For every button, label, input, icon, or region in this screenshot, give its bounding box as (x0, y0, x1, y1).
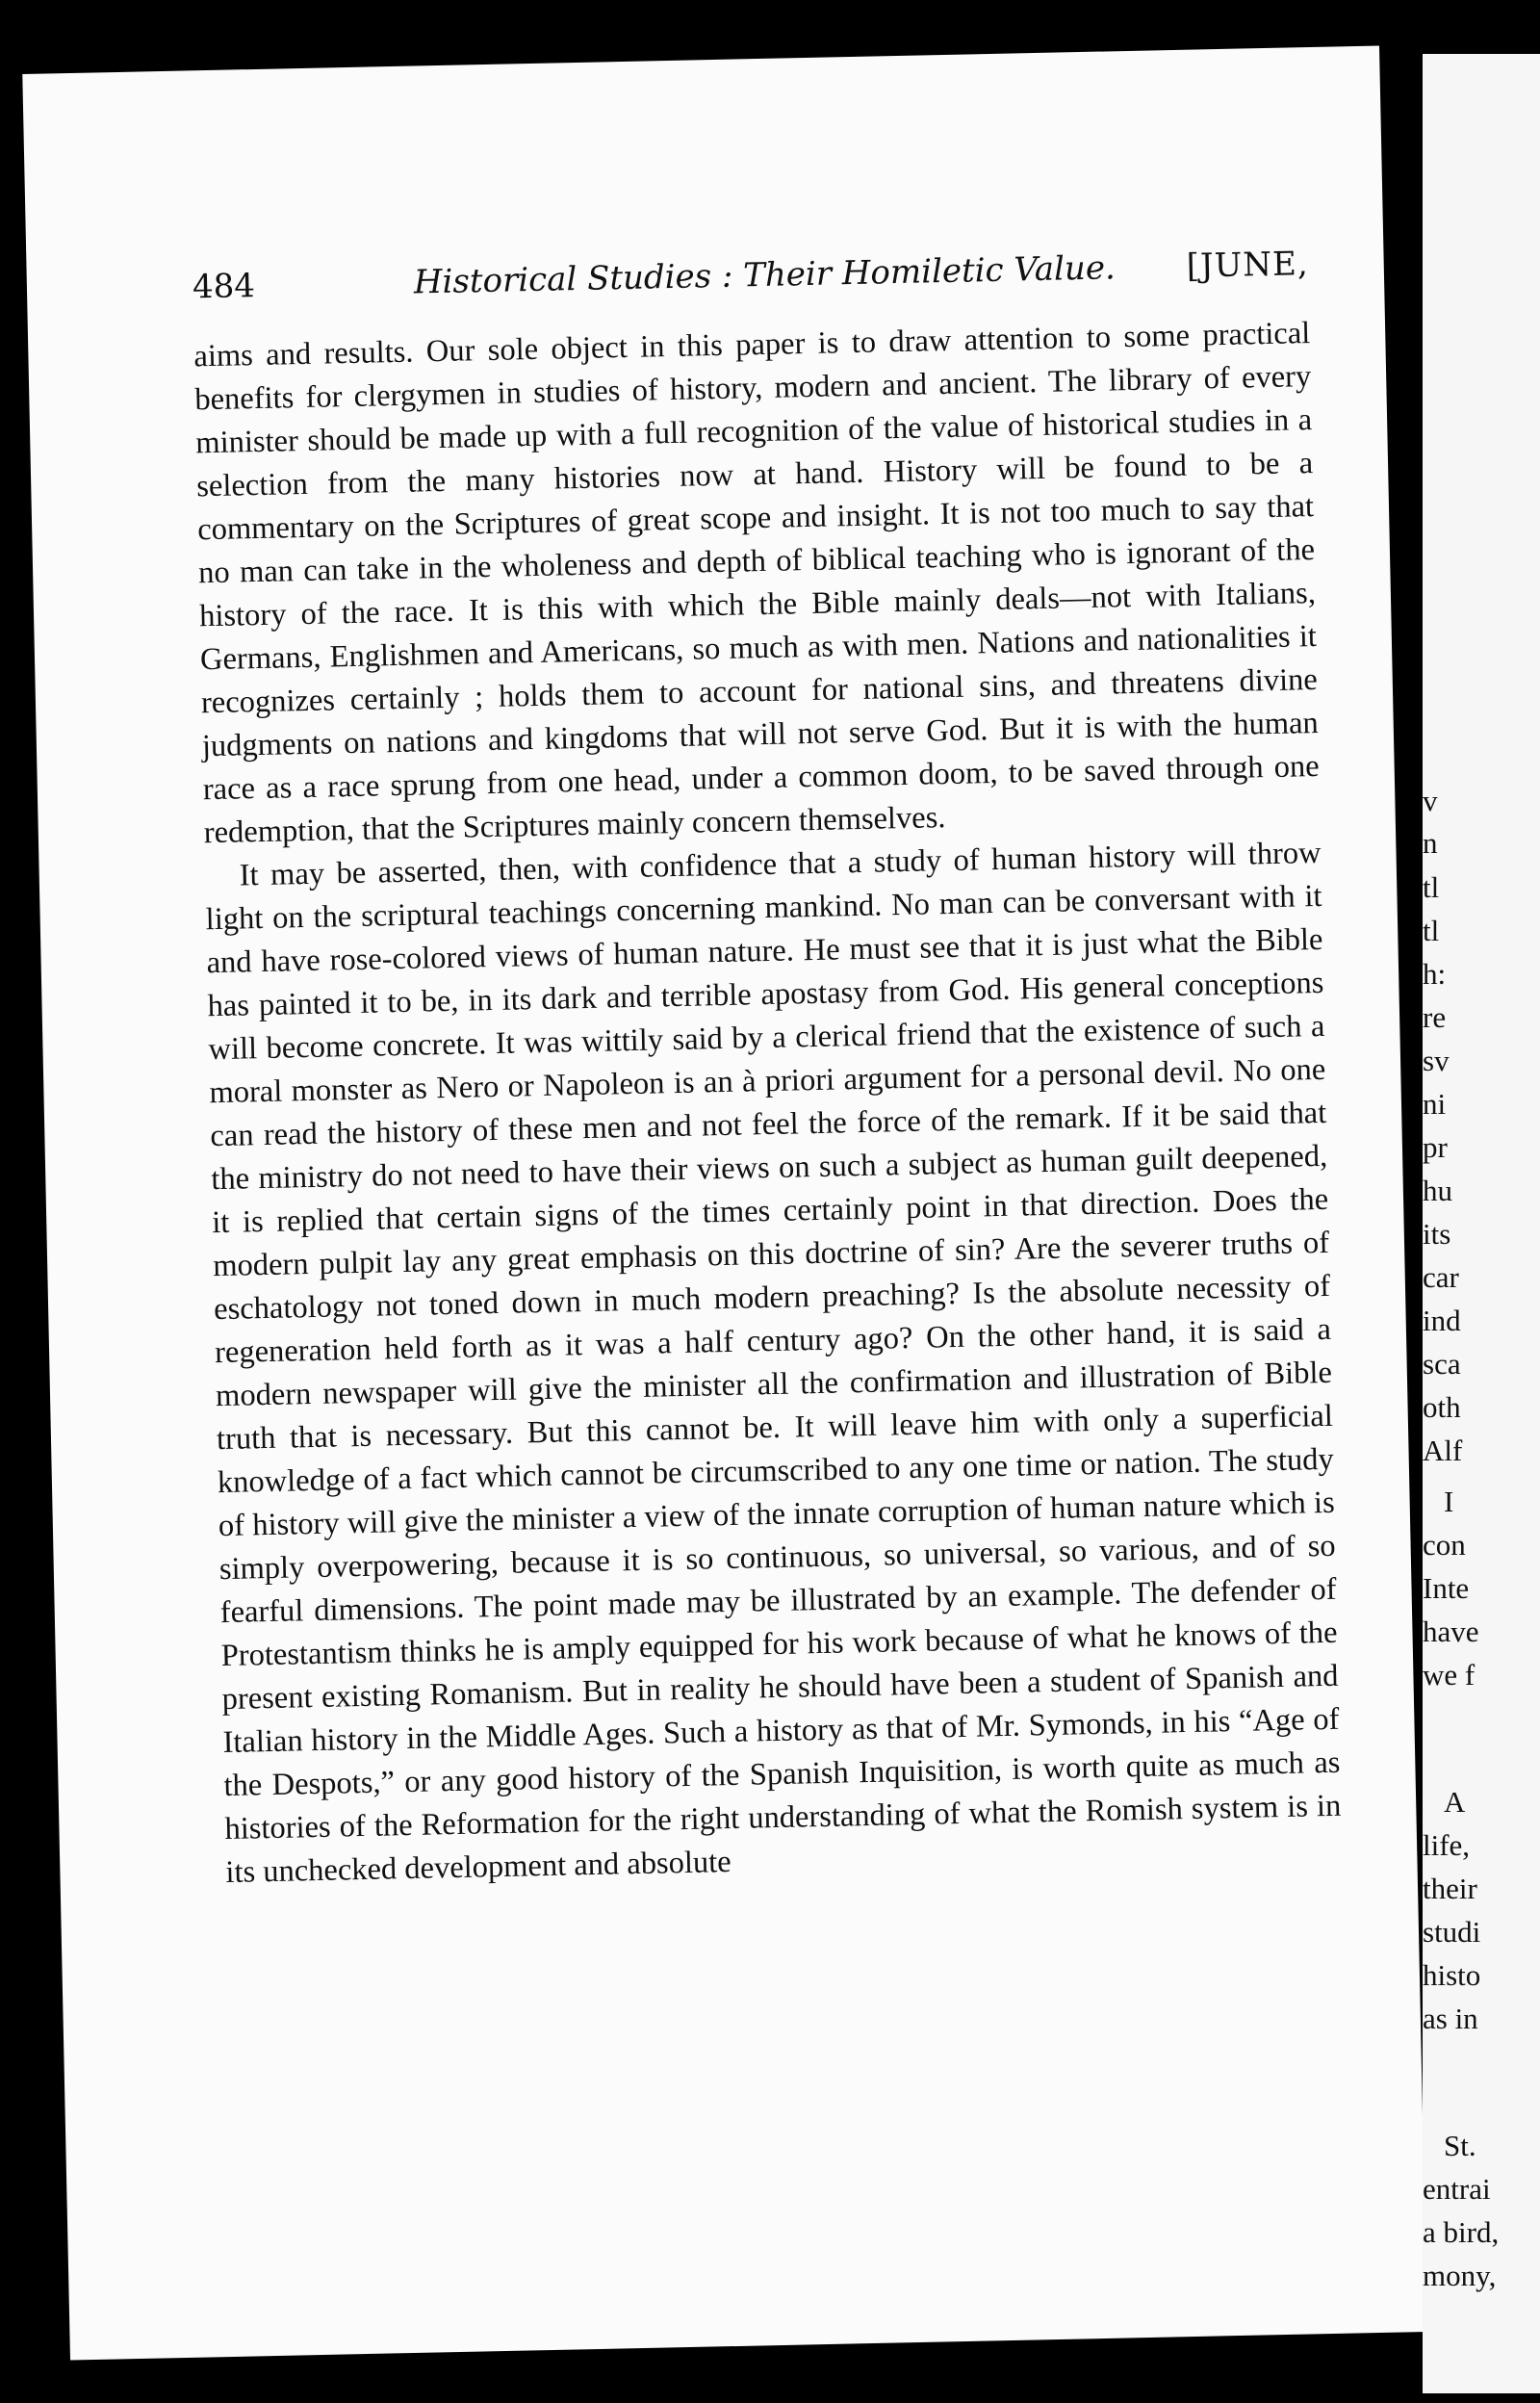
fragment: car (1423, 1260, 1459, 1294)
fragment: n (1423, 826, 1438, 860)
fragment: mony, (1423, 2259, 1497, 2292)
fragment: oth (1423, 1390, 1461, 1424)
fragment: sv (1423, 1044, 1450, 1077)
fragment: histo (1423, 1958, 1481, 1992)
fragment: sca (1423, 1347, 1461, 1381)
fragment: entrai (1423, 2172, 1491, 2206)
article-body (193, 312, 1343, 1895)
fragment: Inte (1423, 1571, 1470, 1605)
fragment: Alf (1423, 1434, 1463, 1467)
fragment: studi (1423, 1915, 1481, 1949)
fragment: hu (1423, 1174, 1452, 1207)
fragment: tl (1423, 914, 1440, 947)
fragment: St. (1444, 2129, 1476, 2162)
fragment: A (1444, 1785, 1466, 1819)
fragment: I (1444, 1485, 1454, 1518)
running-header (192, 245, 1310, 316)
fragment: as in (1423, 2002, 1478, 2035)
fragment: v (1423, 784, 1438, 817)
fragment: re (1423, 1000, 1447, 1034)
fragment: h: (1423, 957, 1447, 991)
adjacent-page-edge (1423, 54, 1540, 2393)
fragment: tl (1423, 870, 1440, 904)
fragment: pr (1423, 1130, 1448, 1164)
fragment: we f (1423, 1658, 1476, 1692)
paragraph: It may be asserted, then, with confidence that a study of human history will throw light on the scriptural teachings concerning mankind. No man can be conversant with it and have rose-colored views of human nature. He must see that it is just what the Bible has painted it to be, in its dark and terrible apostasy from God. His general conceptions will become concrete. It was wittily said by a clerical friend that the existence of such a moral monster as Nero or Napoleon is an à priori argument for a personal devil. No one can read the history of these men and not feel the force of the remark. If it be said that the ministry do not need to have their views on such a subject as human guilt deepened, it is replied that certain signs of the times certainly point in that direction. Does the modern pulpit lay any great emphasis on this doctrine of sin? Are the severer truths of eschatology not toned down in much modern preaching? Is the absolute necessity of regeneration held forth as it was a half century ago? On the other hand, it is said a modern newspaper will give the minister all the confirmation and illustration of Bible truth that is necessary. But this cannot be. It will leave him with only a superficial knowledge of a fact which cannot be circumscribed to any one time or nation. The study of history will give the minister a view of the innate corruption of human nature which is simply overpowering, because it is so continuous, so universal, so various, and of so fearful dimensions. The point made may be illustrated by an example. The defender of Protestantism thinks he is amply equipped for his work because of what he knows of the present existing Romanism. But in reality he should have been a student of Spanish and Italian history in the Middle Ages. Such a history as that of Mr. Symonds, in his “Age of the Despots,” or any good history of the Spanish Inquisition, is worth quite as much as histories of the Reformation for the right understanding of what the Romish system is in its unchecked development and absolute (205, 835, 1342, 1891)
fragment: con (1423, 1528, 1466, 1562)
issue-date: [JUNE, (1186, 245, 1310, 286)
paragraph: aims and results. Our sole object in this paper is to draw attention to some practical benefits for clergymen in studies of history, modern and ancient. The library of every minister should be made up with a full recognition of the value of historical studies in a selection from the many histories now at hand. History will be found to be a commentary on the Scriptures of great scope and insight. It is not too much to say that no man can take in the wholeness and depth of biblical teaching who is ignorant of the history of the race. It is this with which the Bible mainly deals—not with Italians, Germans, Englishmen and Americans, so much as with men. Nations and nationalities it recognizes certainly ; holds them to account for national sins, and threatens divine judgments on nations and kingdoms that will not serve God. But it is with the human race as a race sprung from one head, under a common doom, to be saved through one redemption, that the Scriptures mainly concern themselves. (193, 316, 1321, 851)
fragment: ni (1423, 1087, 1447, 1121)
page-content (22, 45, 1426, 2360)
running-title: Historical Studies : Their Homiletic Value. (413, 248, 1116, 302)
fragment: ind (1423, 1304, 1461, 1337)
fragment: have (1423, 1615, 1479, 1648)
fragment: their (1423, 1872, 1477, 1905)
fragment: life, (1423, 1828, 1471, 1862)
page-number: 484 (192, 267, 256, 307)
fragment: its (1423, 1217, 1451, 1251)
fragment: a bird, (1423, 2215, 1500, 2249)
